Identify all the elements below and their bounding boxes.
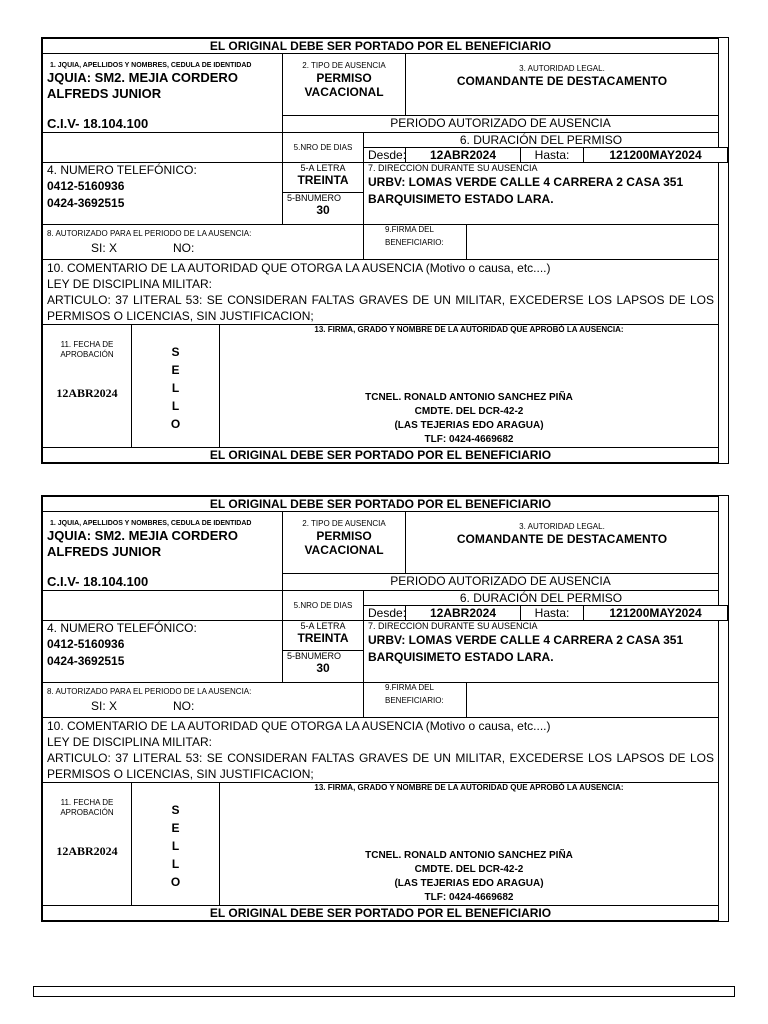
text-f11-label-line1: 11. FECHA DE [60, 340, 114, 349]
permit-form-table [42, 496, 728, 921]
hasta-value: 121200MAY2024 [584, 606, 728, 621]
seal-letter: L [171, 857, 180, 871]
hasta-value: 121200MAY2024 [584, 148, 728, 163]
text-f10-line1: 10. COMENTARIO DE LA AUTORIDAD QUE OTORGA LA AUSENCIA (Motivo o causa, etc....) [47, 719, 551, 733]
text-f3-value: COMANDANTE DE DESTACAMENTO [456, 532, 668, 546]
field-5b-number [283, 193, 364, 225]
text-f9-label-line2: BENEFICIARIO: [385, 238, 444, 247]
text-f9-label-line1: 9.FIRMA DEL [385, 225, 434, 234]
seal-letter: L [171, 381, 180, 395]
field-8-authorized [43, 683, 364, 718]
seal-letter: E [171, 821, 180, 835]
field-5b-number [283, 651, 364, 683]
text-f10-line3: ARTICULO: 37 LITERAL 53: SE CONSIDERAN FALTAS GRAVES DE UN MILITAR, EXCEDERSE LOS LAPSOS DE LOS PERMISOS O LICENCIAS, SIN JUSTIFICACION; [47, 293, 714, 323]
text-f13-line3: (LAS TEJERIAS EDO ARAGUA) [394, 878, 544, 889]
seal-area [132, 325, 220, 448]
seal-letters [136, 343, 215, 433]
field-1-identity [43, 512, 283, 591]
permit-form-table [42, 38, 728, 463]
desde-label: Desde: [364, 148, 406, 163]
seal-letter: S [171, 345, 180, 359]
text-f11-label-line2: APROBACIÓN [60, 808, 114, 817]
text-f5a-value: TREINTA [297, 631, 349, 645]
field-4-phone [43, 621, 283, 683]
seal-letter: E [171, 363, 180, 377]
desde-label: Desde: [364, 606, 406, 621]
text-f2-label: 2. TIPO DE AUSENCIA [302, 61, 386, 70]
form-footer: EL ORIGINAL DEBE SER PORTADO POR EL BENEFICIARIO [43, 906, 719, 921]
desde-value: 12ABR2024 [406, 148, 521, 163]
text-f13-line4: TLF: 0424-4669682 [424, 434, 514, 445]
form-header: EL ORIGINAL DEBE SER PORTADO POR EL BENEFICIARIO [43, 497, 719, 512]
text-f5a-label: 5-A LETRA [300, 621, 346, 631]
desde-value: 12ABR2024 [406, 606, 521, 621]
text-f1-civ: C.I.V- 18.104.100 [47, 574, 149, 589]
text-f7-label: 7. DIRECCION DURANTE SU AUSENCIA [368, 163, 538, 173]
text-f8-si: SI: X [91, 241, 118, 255]
form-header: EL ORIGINAL DEBE SER PORTADO POR EL BENEFICIARIO [43, 39, 719, 54]
text-f13-line3: (LAS TEJERIAS EDO ARAGUA) [394, 420, 544, 431]
permit-form-1 [41, 37, 729, 464]
field-1-identity [43, 54, 283, 133]
text-f13-label: 13. FIRMA, GRADO Y NOMBRE DE LA AUTORIDAD QUE APROBÓ LA AUSENCIA: [314, 325, 624, 334]
text-f10-line2: LEY DE DISCIPLINA MILITAR: [47, 735, 212, 749]
text-f4-label: 4. NUMERO TELEFÓNICO: [47, 621, 197, 635]
field-9-signature-box [467, 225, 719, 260]
text-f11-label-line2: APROBACIÓN [60, 350, 114, 359]
field-8-authorized [43, 225, 364, 260]
text-f7-label: 7. DIRECCION DURANTE SU AUSENCIA [368, 621, 538, 631]
text-f13-line4: TLF: 0424-4669682 [424, 892, 514, 903]
text-f4-phone2: 0424-3692515 [47, 196, 125, 210]
text-f11-value: 12ABR2024 [56, 386, 118, 400]
seal-area [132, 783, 220, 906]
text-f11-label-line1: 11. FECHA DE [60, 798, 114, 807]
field-11-approval-date [43, 325, 132, 448]
text-f1-value-line2: ALFREDS JUNIOR [47, 544, 162, 559]
field-5-days-label: 5.NRO DE DIAS [283, 133, 364, 163]
field-5a-letters [283, 163, 364, 193]
text-f8-no: NO: [173, 699, 195, 713]
text-f1-value-line1: JQUIA: SM2. MEJIA CORDERO [47, 70, 238, 85]
text-f5a-value: TREINTA [297, 173, 349, 187]
text-f1-label: 1. JQUIA, APELLIDOS Y NOMBRES, CEDULA DE IDENTIDAD [50, 520, 252, 527]
field-5-days-label: 5.NRO DE DIAS [283, 591, 364, 621]
text-f9-label-line2: BENEFICIARIO: [385, 696, 444, 705]
text-f8-si: SI: X [91, 699, 118, 713]
seal-letter: L [171, 839, 180, 853]
text-f8-label: 8. AUTORIZADO PARA EL PERIODO DE LA AUSENCIA: [47, 687, 252, 696]
text-f3-value: COMANDANTE DE DESTACAMENTO [456, 74, 668, 88]
field-3-legal-authority [406, 54, 719, 116]
text-f2-value: PERMISO VACACIONAL [304, 71, 384, 99]
seal-letter: O [170, 417, 181, 431]
seal-letter: L [171, 399, 180, 413]
field-7-address [364, 163, 719, 225]
text-f5a-label: 5-A LETRA [300, 163, 346, 173]
text-f9-label-line1: 9.FIRMA DEL [385, 683, 434, 692]
text-f5b-label: 5-BNUMERO [287, 193, 342, 203]
text-f4-label: 4. NUMERO TELEFÓNICO: [47, 163, 197, 177]
text-f13-line2: CMDTE. DEL DCR-42-2 [414, 864, 524, 875]
text-f5b-value: 30 [316, 661, 330, 675]
text-f4-phone1: 0412-5160936 [47, 637, 125, 651]
text-f10-line3: ARTICULO: 37 LITERAL 53: SE CONSIDERAN FALTAS GRAVES DE UN MILITAR, EXCEDERSE LOS LAPSOS DE LOS PERMISOS O LICENCIAS, SIN JUSTIFICACION; [47, 751, 714, 781]
form-footer: EL ORIGINAL DEBE SER PORTADO POR EL BENEFICIARIO [43, 448, 719, 463]
field-4-phone [43, 163, 283, 225]
text-f5b-label: 5-BNUMERO [287, 651, 342, 661]
field-2-absence-type [283, 54, 406, 116]
authorized-period-label: PERIODO AUTORIZADO DE AUSENCIA [283, 116, 719, 133]
text-f13-line1: TCNEL. RONALD ANTONIO SANCHEZ PIÑA [365, 392, 573, 403]
text-f13-line2: CMDTE. DEL DCR-42-2 [414, 406, 524, 417]
field-10-comment [43, 260, 719, 325]
text-f10-line2: LEY DE DISCIPLINA MILITAR: [47, 277, 212, 291]
field-3-legal-authority [406, 512, 719, 574]
text-f8-label: 8. AUTORIZADO PARA EL PERIODO DE LA AUSENCIA: [47, 229, 252, 238]
text-f1-value-line2: ALFREDS JUNIOR [47, 86, 162, 101]
field-13-authority-signature [220, 325, 719, 448]
text-f7-line2: BARQUISIMETO ESTADO LARA. [368, 650, 554, 664]
text-f3-label: 3. AUTORIDAD LEGAL. [519, 522, 605, 531]
text-f7-line1: URBV: LOMAS VERDE CALLE 4 CARRERA 2 CASA 351 [368, 633, 684, 647]
text-f1-value-line1: JQUIA: SM2. MEJIA CORDERO [47, 528, 238, 543]
field-6-duration-label: 6. DURACIÓN DEL PERMISO [364, 591, 719, 606]
field-5a-letters [283, 621, 364, 651]
field-7-address [364, 621, 719, 683]
field-9-signature-label [364, 683, 467, 718]
field-9-signature-label [364, 225, 467, 260]
field-11-approval-date [43, 783, 132, 906]
field-10-comment [43, 718, 719, 783]
text-f10-line1: 10. COMENTARIO DE LA AUTORIDAD QUE OTORGA LA AUSENCIA (Motivo o causa, etc....) [47, 261, 551, 275]
seal-letter: O [170, 875, 181, 889]
text-f1-civ: C.I.V- 18.104.100 [47, 116, 149, 131]
text-f7-line1: URBV: LOMAS VERDE CALLE 4 CARRERA 2 CASA 351 [368, 175, 684, 189]
field-2-absence-type [283, 512, 406, 574]
text-f7-line2: BARQUISIMETO ESTADO LARA. [368, 192, 554, 206]
text-f5b-value: 30 [316, 203, 330, 217]
text-f4-phone1: 0412-5160936 [47, 179, 125, 193]
permit-form-2 [41, 495, 729, 922]
field-6-duration-label: 6. DURACIÓN DEL PERMISO [364, 133, 719, 148]
seal-letter: S [171, 803, 180, 817]
text-f8-no: NO: [173, 241, 195, 255]
text-f2-label: 2. TIPO DE AUSENCIA [302, 519, 386, 528]
bottom-empty-box [33, 986, 735, 997]
text-f2-value: PERMISO VACACIONAL [304, 529, 384, 557]
text-f3-label: 3. AUTORIDAD LEGAL. [519, 64, 605, 73]
text-f1-label: 1. JQUIA, APELLIDOS Y NOMBRES, CEDULA DE IDENTIDAD [50, 62, 252, 69]
seal-letters [136, 801, 215, 891]
field-9-signature-box [467, 683, 719, 718]
text-f4-phone2: 0424-3692515 [47, 654, 125, 668]
hasta-label: Hasta: [521, 606, 584, 621]
field-13-authority-signature [220, 783, 719, 906]
text-f13-line1: TCNEL. RONALD ANTONIO SANCHEZ PIÑA [365, 850, 573, 861]
text-f13-label: 13. FIRMA, GRADO Y NOMBRE DE LA AUTORIDAD QUE APROBÓ LA AUSENCIA: [314, 783, 624, 792]
hasta-label: Hasta: [521, 148, 584, 163]
text-f11-value: 12ABR2024 [56, 844, 118, 858]
authorized-period-label: PERIODO AUTORIZADO DE AUSENCIA [283, 574, 719, 591]
